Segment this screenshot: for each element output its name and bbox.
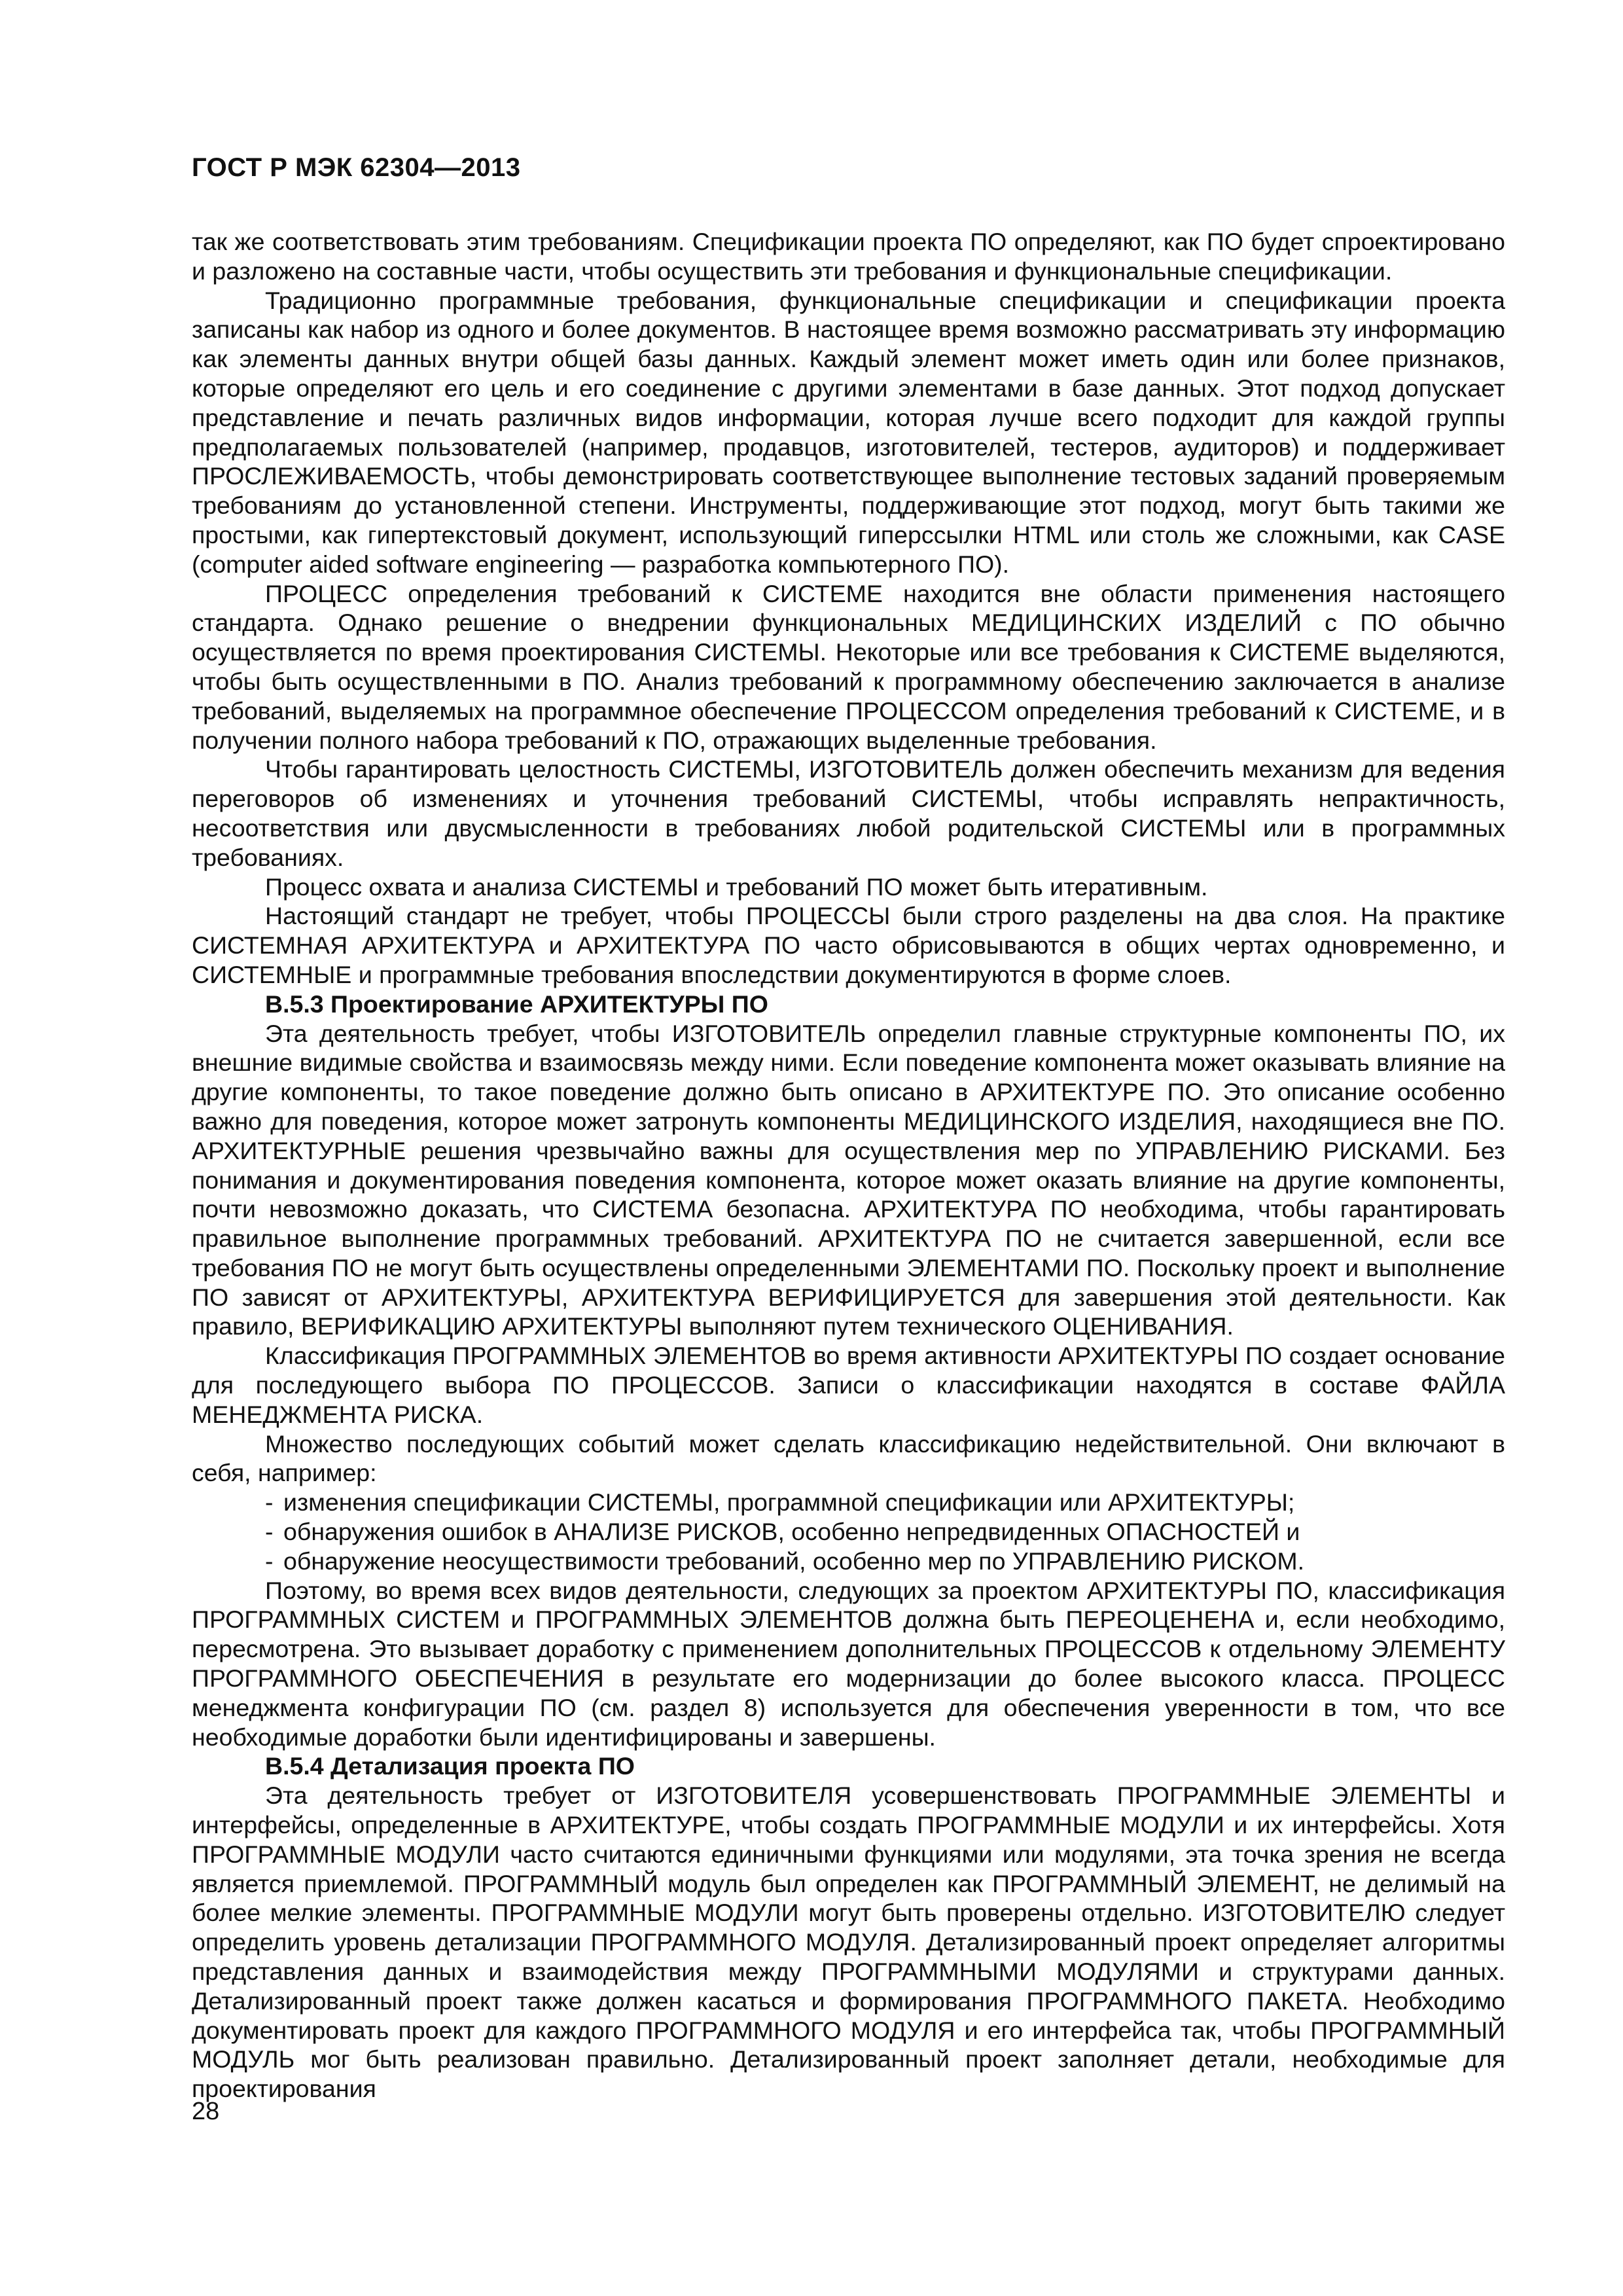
document-body — [192, 227, 1505, 2104]
list-item-text: обнаружения ошибок в АНАЛИЗЕ РИСКОВ, особенно непредвиденных ОПАСНОСТЕЙ и — [283, 1518, 1300, 1546]
paragraph-system-requirements-process: ПРОЦЕСС определения требований к СИСТЕМЕ находится вне области применения настоящего стандарта. Однако решение о внедрении функциональных МЕДИЦИНСКИХ ИЗДЕЛИЙ с ПО обычно осуществляется по время проектирования СИСТЕМЫ. Некоторые или все требования к СИСТЕМЕ выделяются, чтобы быть осуществленными в ПО. Анализ требований к программному обеспечению заключается в анализе требований, выделяемых на программное обеспечение ПРОЦЕССОМ определения требований к СИСТЕМЕ, и в получении полного набора требований к ПО, отражающих выделенные требования. — [192, 579, 1505, 754]
paragraph-b53-reassessment: Поэтому, во время всех видов деятельности, следующих за проектом АРХИТЕКТУРЫ ПО, классификация ПРОГРАММНЫХ СИСТЕМ и ПРОГРАММНЫХ ЭЛЕМЕНТОВ должна быть ПЕРЕОЦЕНЕНА и, если необходимо, пересмотрена. Это вызывает доработку с применением дополнительных ПРОЦЕССОВ к отдельному ЭЛЕМЕНТУ ПРОГРАММНОГО ОБЕСПЕЧЕНИЯ в результате его модернизации до более высокого класса. ПРОЦЕСС менеджмента конфигурации ПО (см. раздел 8) используется для обеспечения уверенности в том, что все необходимые доработки были идентифицированы и завершены. — [192, 1576, 1505, 1751]
list-item — [192, 1547, 1505, 1576]
section-heading-b53: В.5.3 Проектирование АРХИТЕКТУРЫ ПО — [265, 990, 768, 1018]
paragraph-layers: Настоящий стандарт не требует, чтобы ПРОЦЕССЫ были строго разделены на два слоя. На практике СИСТЕМНАЯ АРХИТЕКТУРА и АРХИТЕКТУРА ПО часто обрисовываются в общих чертах одновременно, и СИСТЕМНЫЕ и программные требования впоследствии документируются в форме слоев. — [192, 902, 1505, 988]
paragraph-b53-classification: Классификация ПРОГРАММНЫХ ЭЛЕМЕНТОВ во время активности АРХИТЕКТУРЫ ПО создает основание для последующего выбора ПО ПРОЦЕССОВ. Записи о классификации находятся в составе ФАЙЛА МЕНЕДЖМЕНТА РИСКА. — [192, 1342, 1505, 1428]
list-dash: - — [265, 1518, 274, 1546]
list-item-text: обнаружение неосуществимости требований, особенно мер по УПРАВЛЕНИЮ РИСКОМ. — [283, 1547, 1305, 1575]
list-item-text: изменения спецификации СИСТЕМЫ, программной спецификации или АРХИТЕКТУРЫ; — [283, 1488, 1295, 1516]
paragraph-system-integrity: Чтобы гарантировать целостность СИСТЕМЫ, ИЗГОТОВИТЕЛЬ должен обеспечить механизм для ведения переговоров об изменениях и уточнения требований СИСТЕМЫ, чтобы исправлять непрактичность, несоответствия или двусмысленности в требованиях любой родительской СИСТЕМЫ или в программных требованиях. — [192, 755, 1505, 871]
section-heading-b54: В.5.4 Детализация проекта ПО — [265, 1752, 635, 1780]
list-dash: - — [265, 1488, 274, 1516]
events-list — [192, 1488, 1505, 1575]
document-header-standard-code: ГОСТ Р МЭК 62304—2013 — [192, 153, 521, 182]
list-item — [192, 1517, 1505, 1547]
paragraph-b53-events-intro: Множество последующих событий может сделать классификацию недействительной. Они включают в себя, например: — [192, 1429, 1505, 1487]
paragraph-continuation: так же соответствовать этим требованиям. Спецификации проекта ПО определяют, как ПО будет спроектировано и разложено на составные части, чтобы осуществить эти требования и функциональные спецификации. — [192, 228, 1505, 285]
list-dash: - — [265, 1547, 274, 1575]
paragraph-iterative-analysis: Процесс охвата и анализа СИСТЕМЫ и требований ПО может быть итеративным. — [265, 872, 1208, 901]
list-item — [192, 1488, 1505, 1517]
paragraph-b54-detailed-design: Эта деятельность требует от ИЗГОТОВИТЕЛЯ усовершенствовать ПРОГРАММНЫЕ ЭЛЕМЕНТЫ и интерфейсы, определенные в АРХИТЕКТУРЕ, чтобы создать ПРОГРАММНЫЕ МОДУЛИ и их интерфейсы. Хотя ПРОГРАММНЫЕ МОДУЛИ часто считаются единичными функциями или модулями, эта точка зрения не всегда является приемлемой. ПРОГРАММНЫЙ модуль был определен как ПРОГРАММНЫЙ ЭЛЕМЕНТ, не делимый на более мелкие элементы. ПРОГРАММНЫЕ МОДУЛИ могут быть проверены отдельно. ИЗГОТОВИТЕЛЮ следует определить уровень детализации ПРОГРАММНОГО МОДУЛЯ. Детализированный проект определяет алгоритмы представления данных и взаимодействия между ПРОГРАММНЫМИ МОДУЛЯМИ и структурами данных. Детализированный проект также должен касаться и формирования ПРОГРАММНОГО ПАКЕТА. Необходимо документировать проект для каждого ПРОГРАММНОГО МОДУЛЯ и его интерфейса так, чтобы ПРОГРАММНЫЙ МОДУЛЬ мог быть реализован правильно. Детализированный проект заполняет детали, необходимые для проектирования — [192, 1782, 1505, 2103]
paragraph-traditional-requirements: Традиционно программные требования, функциональные спецификации и спецификации проекта записаны как набор из одного и более документов. В настоящее время возможно рассматривать эту информацию как элементы данных внутри общей базы данных. Каждый элемент может иметь один или более признаков, которые определяют его цель и его соединение с другими элементами в базе данных. Этот подход допускает представление и печать различных видов информации, которая лучше всего подходит для каждой группы предполагаемых пользователей (например, продавцов, изготовителей, тестеров, аудиторов) и поддерживает ПРОСЛЕЖИВАЕМОСТЬ, чтобы демонстрировать соответствующее выполнение тестовых заданий проверяемым требованиям до установленной степени. Инструменты, поддерживающие этот подход, могут быть такими же простыми, как гипертекстовый документ, использующий гиперссылки HTML или столь же сложными, как CASE (computer aided software engineering — разработка компьютерного ПО). — [192, 286, 1505, 578]
paragraph-b53-architecture-activity: Эта деятельность требует, чтобы ИЗГОТОВИТЕЛЬ определил главные структурные компоненты ПО, их внешние видимые свойства и взаимосвязь между ними. Если поведение компонента может оказывать влияние на другие компоненты, то такое поведение должно быть описано в АРХИТЕКТУРЕ ПО. Это описание особенно важно для поведения, которое может затронуть компоненты МЕДИЦИНСКОГО ИЗДЕЛИЯ, находящиеся вне ПО. АРХИТЕКТУРНЫЕ решения чрезвычайно важны для осуществления мер по УПРАВЛЕНИЮ РИСКАМИ. Без понимания и документирования поведения компонента, которое может оказать влияние на другие компоненты, почти невозможно доказать, что СИСТЕМА безопасна. АРХИТЕКТУРА ПО необходима, чтобы гарантировать правильное выполнение программных требований. АРХИТЕКТУРА ПО не считается завершенной, если все требования ПО не могут быть осуществлены определенными ЭЛЕМЕНТАМИ ПО. Поскольку проект и выполнение ПО зависят от АРХИТЕКТУРЫ, АРХИТЕКТУРА ВЕРИФИЦИРУЕТСЯ для завершения этой деятельности. Как правило, ВЕРИФИКАЦИЮ АРХИТЕКТУРЫ выполняют путем технического ОЦЕНИВАНИЯ. — [192, 1019, 1505, 1340]
page-number: 28 — [192, 2098, 220, 2125]
